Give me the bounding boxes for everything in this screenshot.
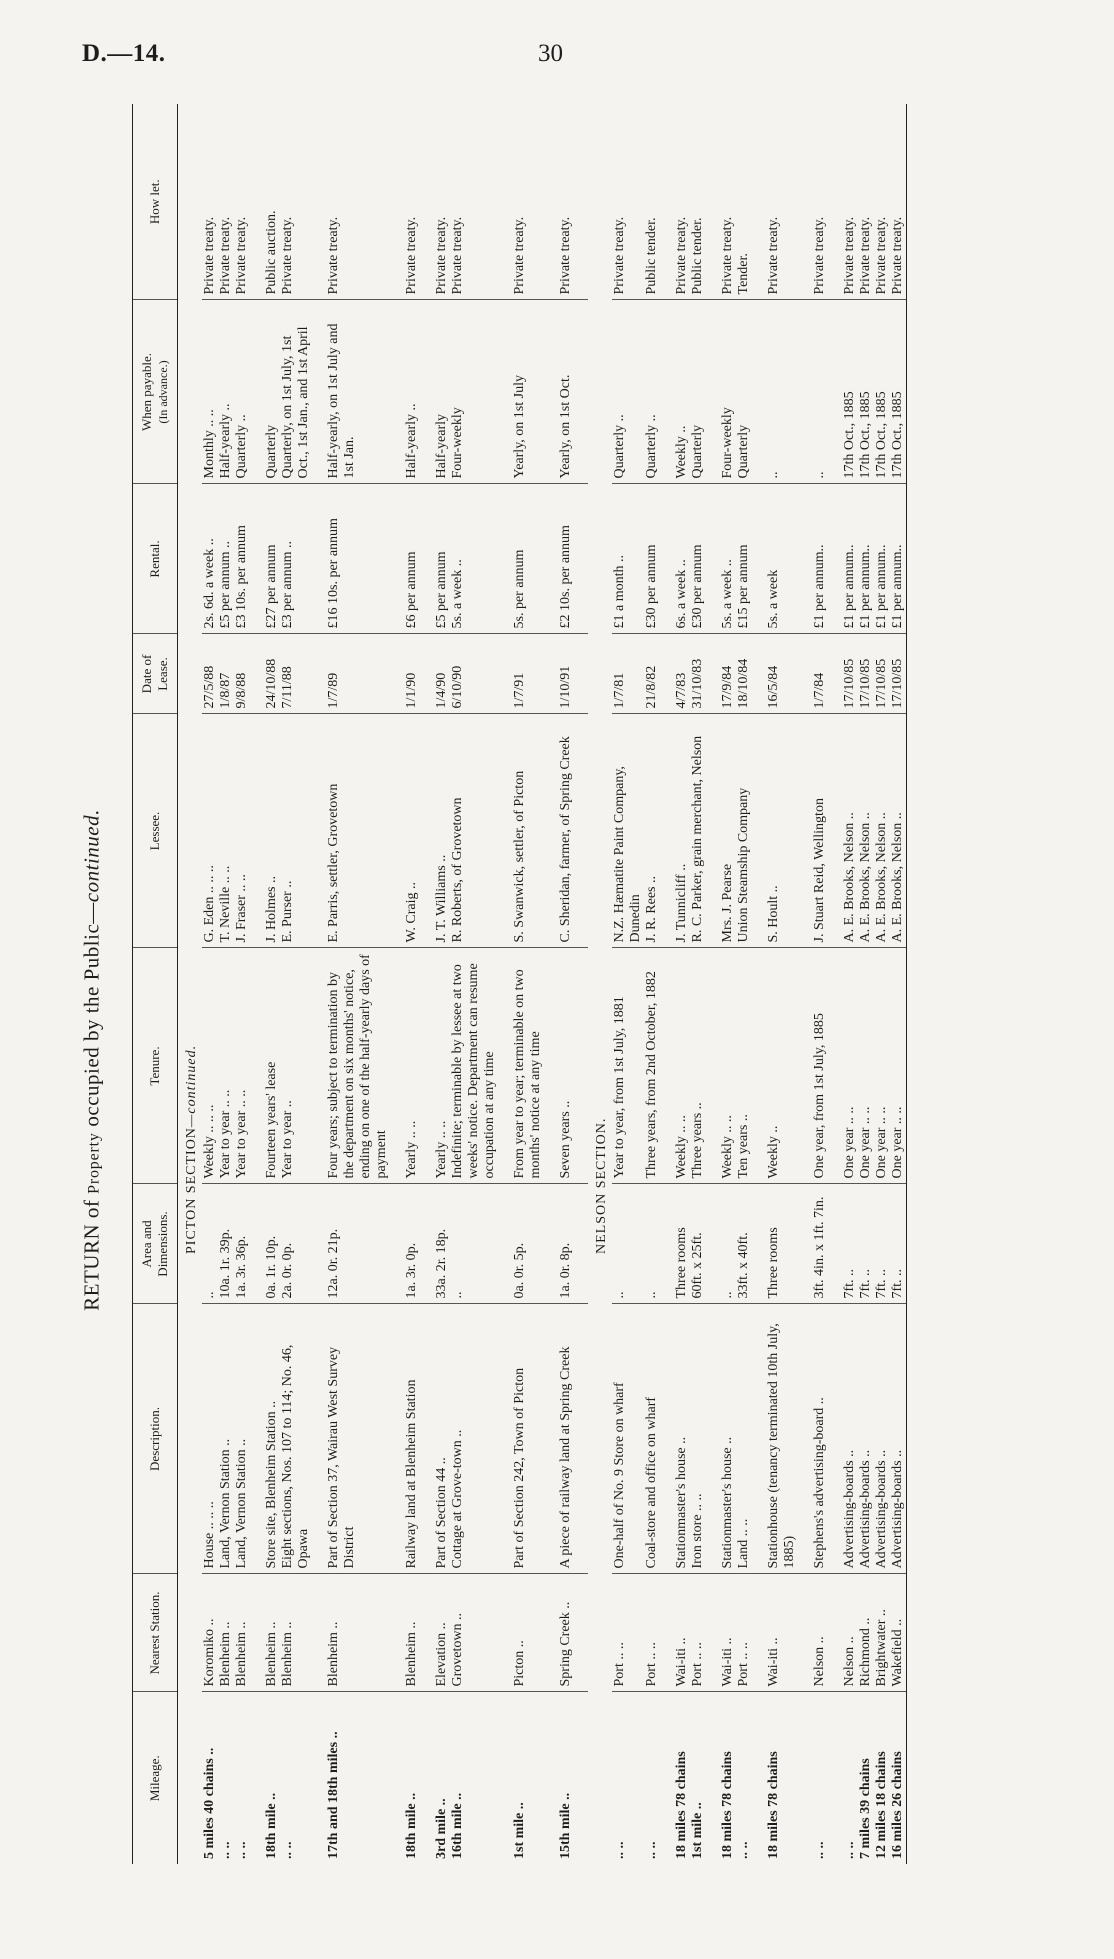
cell-description: Iron store .. .. (690, 1304, 720, 1574)
cell-tenure: One year .. .. (890, 948, 907, 1184)
cell-station: Nelson .. (842, 1574, 858, 1692)
cell-area: 1a. 0r. 8p. (558, 1184, 588, 1304)
table-row (890, 104, 907, 1864)
cell-mileage: 18th mile .. (404, 1792, 419, 1859)
cell-rental: £1 per annum.. (890, 484, 907, 634)
cell-date: 24/10/88 (264, 634, 280, 714)
cell-station: Spring Creek .. (558, 1574, 588, 1692)
cell-howlet: Public tender. (644, 104, 674, 300)
cell-payable: Half-yearly .. (404, 300, 434, 484)
cell-howlet: Tender. (736, 104, 766, 300)
cell-description: One-half of No. 9 Store on wharf (612, 1304, 644, 1574)
section-header-cell (588, 104, 612, 1864)
title-part: occupied by the Public— (79, 902, 104, 1133)
cell-lessee: J. Tunnicliff .. (674, 714, 690, 948)
cell-howlet: Private treaty. (612, 104, 644, 300)
cell-rental: 5s. a week (766, 484, 812, 634)
cell-tenure: Seven years .. (558, 948, 588, 1184)
cell-station: Blenheim .. (218, 1574, 234, 1692)
cell-station: Elevation .. (434, 1574, 450, 1692)
section-header-row (178, 104, 203, 1864)
table-row (736, 104, 766, 1864)
table-row (644, 104, 674, 1864)
cell-area: 0a. 0r. 5p. (512, 1184, 558, 1304)
cell-mileage: 15th mile .. (558, 1792, 573, 1859)
cell-station: Richmond .. (858, 1574, 874, 1692)
cell-description: Stationmaster's house .. (674, 1304, 690, 1574)
cell-description: Land, Vernon Station .. (218, 1304, 234, 1574)
cell-station: Blenheim .. (234, 1574, 264, 1692)
cell-area: 2a. 0r. 0p. (280, 1184, 326, 1304)
cell-lessee: A. E. Brooks, Nelson .. (890, 714, 907, 948)
header-area-label: Area and (139, 1220, 154, 1268)
cell-mileage: 18 miles 78 chains (720, 1751, 735, 1859)
rotated-table-wrapper (132, 104, 1062, 1864)
cell-howlet: Private treaty. (202, 104, 218, 300)
cell-mileage: 1st mile .. (512, 1802, 527, 1859)
cell-payable: Quarterly .. (612, 300, 644, 484)
cell-lessee: J. Fraser .. .. (234, 714, 264, 948)
cell-tenure: Weekly .. .. (720, 948, 736, 1184)
cell-payable: Quarterly (690, 300, 720, 484)
cell-rental: 5s. a week .. (450, 484, 512, 634)
section-title: PICTON SECTION—continued. (184, 1044, 199, 1254)
cell-area: 33ft. x 40ft. (736, 1184, 766, 1304)
cell-payable: Four-weekly (450, 300, 512, 484)
header-mileage: Mileage. (133, 1692, 178, 1864)
cell-tenure: Ten years .. (736, 948, 766, 1184)
cell-lessee: J. Stuart Reid, Wellington (812, 714, 842, 948)
cell-payable: Weekly .. (674, 300, 690, 484)
cell-area: .. (450, 1184, 512, 1304)
cell-howlet: Private treaty. (812, 104, 842, 300)
cell-station: Blenheim .. (404, 1574, 434, 1692)
header-rental: Rental. (133, 484, 178, 634)
table-row (450, 104, 512, 1864)
cell-mileage: 16th mile .. (450, 1792, 465, 1859)
cell-lessee: J. Holmes .. (264, 714, 280, 948)
header-date-label: Date of (139, 654, 154, 694)
header-payable-label: When payable. (139, 353, 154, 431)
cell-description: Land, Vernon Station .. (234, 1304, 264, 1574)
cell-description: Railway land at Blenheim Station (404, 1304, 434, 1574)
cell-rental: £6 per annum (404, 484, 434, 634)
cell-area: 12a. 0r. 21p. (326, 1184, 404, 1304)
cell-date: 16/5/84 (766, 634, 812, 714)
cell-howlet: Private treaty. (858, 104, 874, 300)
cell-station: Wai-iti .. (766, 1574, 812, 1692)
cell-howlet: Private treaty. (450, 104, 512, 300)
cell-lessee: A. E. Brooks, Nelson .. (874, 714, 890, 948)
cell-tenure: Yearly .. .. (434, 948, 450, 1184)
cell-station: Blenheim .. (280, 1574, 326, 1692)
cell-station: Koromiko .. (202, 1574, 218, 1692)
cell-lessee: A. E. Brooks, Nelson .. (842, 714, 858, 948)
cell-tenure: Four years; subject to termination by the department on six months' notice, ending on one of the half-yearly days of payment (326, 948, 404, 1184)
cell-description: Coal-store and office on wharf (644, 1304, 674, 1574)
cell-mileage: 3rd mile .. (434, 1798, 449, 1859)
cell-station: Port .. .. (644, 1574, 674, 1692)
table-row (812, 104, 842, 1864)
cell-howlet: Private treaty. (842, 104, 858, 300)
cell-rental: £1 per annum.. (874, 484, 890, 634)
table-row (234, 104, 264, 1864)
cell-date: 17/10/85 (842, 634, 858, 714)
cell-mileage: .. .. (218, 1841, 233, 1859)
cell-tenure: From year to year; terminable on two months' notice at any time (512, 948, 558, 1184)
cell-description: House .. .. .. (202, 1304, 218, 1574)
cell-date: 31/10/83 (690, 634, 720, 714)
cell-area: 7ft. .. (890, 1184, 907, 1304)
cell-mileage: 17th and 18th miles .. (326, 1731, 341, 1859)
cell-mileage: 18 miles 78 chains (674, 1751, 689, 1859)
table-row (558, 104, 588, 1864)
cell-description: Advertising-boards .. (842, 1304, 858, 1574)
cell-rental: £3 10s. per annum (234, 484, 264, 634)
cell-rental: 6s. a week .. (674, 484, 690, 634)
cell-payable: Four-weekly (720, 300, 736, 484)
table-body (178, 104, 907, 1864)
cell-area: 33a. 2r. 18p. (434, 1184, 450, 1304)
cell-tenure: Year to year .. .. (218, 948, 234, 1184)
header-date (133, 634, 178, 714)
cell-mileage: 18th mile .. (264, 1792, 279, 1859)
property-table (132, 104, 907, 1864)
cell-payable: .. (812, 300, 842, 484)
cell-howlet: Private treaty. (434, 104, 450, 300)
header-payable-sub: (In advance.) (156, 360, 170, 424)
cell-station: Grovetown .. (450, 1574, 512, 1692)
cell-description: A piece of railway land at Spring Creek (558, 1304, 588, 1574)
cell-date: 18/10/84 (736, 634, 766, 714)
cell-description: Part of Section 44 .. (434, 1304, 450, 1574)
cell-rental: 2s. 6d. a week .. (202, 484, 218, 634)
page-number: 30 (538, 40, 563, 67)
cell-howlet: Private treaty. (874, 104, 890, 300)
table-row (434, 104, 450, 1864)
cell-lessee: J. T. Williams .. (434, 714, 450, 948)
header-date-sub: Lease. (155, 657, 170, 691)
header-station: Nearest Station. (133, 1574, 178, 1692)
section-header-cell (178, 104, 203, 1864)
cell-area: 3ft. 4in. x 1ft. 7in. (812, 1184, 842, 1304)
cell-rental: £5 per annum (434, 484, 450, 634)
cell-payable: 17th Oct., 1885 (890, 300, 907, 484)
section-title: NELSON SECTION. (594, 1117, 609, 1254)
cell-mileage: .. .. (842, 1841, 857, 1859)
cell-area: 1a. 3r. 36p. (234, 1184, 264, 1304)
cell-area: 7ft. .. (874, 1184, 890, 1304)
cell-description: Land .. .. (736, 1304, 766, 1574)
cell-lessee: E. Parris, settler, Grovetown (326, 714, 404, 948)
cell-mileage: .. .. (612, 1841, 627, 1859)
cell-date: 1/7/81 (612, 634, 644, 714)
table-header-row (133, 104, 178, 1864)
document-code: D.—14. (82, 40, 166, 67)
table-row (280, 104, 326, 1864)
cell-payable: .. (766, 300, 812, 484)
header-tenure: Tenure. (133, 948, 178, 1184)
cell-description: Part of Section 37, Wairau West Survey District (326, 1304, 404, 1574)
cell-tenure: Year to year .. .. (234, 948, 264, 1184)
cell-description: Stephens's advertising-board .. (812, 1304, 842, 1574)
cell-payable: Quarterly, on 1st July, 1st Oct., 1st Jan., and 1st April (280, 300, 326, 484)
cell-date: 17/10/85 (874, 634, 890, 714)
cell-mileage: .. .. (280, 1841, 295, 1859)
cell-payable: Half-yearly, on 1st July and 1st Jan. (326, 300, 404, 484)
cell-area: 7ft. .. (858, 1184, 874, 1304)
table-row (512, 104, 558, 1864)
cell-mileage: .. .. (736, 1841, 751, 1859)
cell-area: 10a. 1r. 39p. (218, 1184, 234, 1304)
cell-date: 1/8/87 (218, 634, 234, 714)
cell-mileage: 5 miles 40 chains .. (202, 1747, 217, 1859)
header-description: Description. (133, 1304, 178, 1574)
cell-area: .. (612, 1184, 644, 1304)
cell-date: 1/10/91 (558, 634, 588, 714)
cell-area: Three rooms (674, 1184, 690, 1304)
header-area (133, 1184, 178, 1304)
cell-description: Stationhouse (tenancy terminated 10th July, 1885) (766, 1304, 812, 1574)
cell-rental: £1 a month .. (612, 484, 644, 634)
cell-rental: £3 per annum .. (280, 484, 326, 634)
cell-lessee: C. Sheridan, farmer, of Spring Creek (558, 714, 588, 948)
cell-tenure: Year to year, from 1st July, 1881 (612, 948, 644, 1184)
cell-mileage: 12 miles 18 chains (874, 1751, 889, 1859)
cell-tenure: Year to year .. (280, 948, 326, 1184)
cell-payable: Yearly, on 1st Oct. (558, 300, 588, 484)
cell-date: 9/8/88 (234, 634, 264, 714)
cell-station: Wai-iti .. (674, 1574, 690, 1692)
cell-lessee: J. R. Rees .. (644, 714, 674, 948)
cell-rental: £27 per annum (264, 484, 280, 634)
cell-howlet: Private treaty. (280, 104, 326, 300)
cell-description: Advertising-boards .. (890, 1304, 907, 1574)
cell-lessee: Mrs. J. Pearse (720, 714, 736, 948)
cell-lessee: A. E. Brooks, Nelson .. (858, 714, 874, 948)
cell-tenure: Fourteen years' lease (264, 948, 280, 1184)
cell-tenure: Weekly .. .. (674, 948, 690, 1184)
header-lessee: Lessee. (133, 714, 178, 948)
header-howlet: How let. (133, 104, 178, 300)
section-continued: —continued. (184, 1044, 199, 1128)
cell-howlet: Private treaty. (890, 104, 907, 300)
cell-howlet: Private treaty. (326, 104, 404, 300)
cell-tenure: Weekly .. .. .. (202, 948, 218, 1184)
cell-tenure: One year .. .. (858, 948, 874, 1184)
cell-lessee: S. Swanwick, settler, of Picton (512, 714, 558, 948)
table-row (218, 104, 234, 1864)
table-row (612, 104, 644, 1864)
cell-rental: 5s. a week .. (720, 484, 736, 634)
cell-payable: Quarterly .. (644, 300, 674, 484)
cell-rental: £1 per annum.. (858, 484, 874, 634)
page-title (80, 809, 105, 1311)
cell-station: Port .. .. (690, 1574, 720, 1692)
cell-mileage: 1st mile .. (690, 1802, 705, 1859)
cell-payable: Monthly .. .. (202, 300, 218, 484)
cell-howlet: Private treaty. (404, 104, 434, 300)
header-payable (133, 300, 178, 484)
table-row (858, 104, 874, 1864)
table-row (674, 104, 690, 1864)
cell-date: 1/4/90 (434, 634, 450, 714)
table-row (874, 104, 890, 1864)
cell-payable: Quarterly (736, 300, 766, 484)
cell-area: .. (720, 1184, 736, 1304)
cell-station: Blenheim .. (264, 1574, 280, 1692)
cell-howlet: Private treaty. (512, 104, 558, 300)
cell-area: 1a. 3r. 0p. (404, 1184, 434, 1304)
cell-lessee: W. Craig .. (404, 714, 434, 948)
cell-payable: Quarterly .. (234, 300, 264, 484)
table-row (326, 104, 404, 1864)
cell-rental: £30 per annum (690, 484, 720, 634)
cell-tenure: One year .. .. (874, 948, 890, 1184)
cell-station: Port .. .. (612, 1574, 644, 1692)
cell-lessee: N.Z. Hæmatite Paint Company, Dunedin (612, 714, 644, 948)
cell-rental: 5s. per annum (512, 484, 558, 634)
cell-tenure: One year, from 1st July, 1885 (812, 948, 842, 1184)
cell-description: Eight sections, Nos. 107 to 114; No. 46, Opawa (280, 1304, 326, 1574)
cell-date: 4/7/83 (674, 634, 690, 714)
cell-howlet: Private treaty. (234, 104, 264, 300)
cell-tenure: Indefinite; terminable by lessee at two weeks' notice. Department can resume occupation at any time (450, 948, 512, 1184)
cell-area: .. (644, 1184, 674, 1304)
table-row (720, 104, 736, 1864)
table-row (842, 104, 858, 1864)
cell-date: 7/11/88 (280, 634, 326, 714)
cell-area: 7ft. .. (842, 1184, 858, 1304)
cell-description: Stationmaster's house .. (720, 1304, 736, 1574)
cell-payable: 17th Oct., 1885 (874, 300, 890, 484)
cell-area: .. (202, 1184, 218, 1304)
title-part: continued. (79, 809, 104, 903)
cell-description: Cottage at Grove-town .. (450, 1304, 512, 1574)
cell-howlet: Private treaty. (218, 104, 234, 300)
cell-date: 17/9/84 (720, 634, 736, 714)
cell-date: 17/10/85 (890, 634, 907, 714)
cell-station: Wakefield .. (890, 1574, 907, 1692)
section-header-row (588, 104, 612, 1864)
cell-howlet: Private treaty. (558, 104, 588, 300)
cell-station: Port .. .. (736, 1574, 766, 1692)
cell-howlet: Private treaty. (720, 104, 736, 300)
cell-howlet: Private treaty. (766, 104, 812, 300)
cell-tenure: One year .. .. (842, 948, 858, 1184)
cell-lessee: S. Hoult .. (766, 714, 812, 948)
cell-area: Three rooms (766, 1184, 812, 1304)
cell-description: Advertising-boards .. (874, 1304, 890, 1574)
cell-lessee: T. Neville .. .. (218, 714, 234, 948)
cell-date: 17/10/85 (858, 634, 874, 714)
cell-payable: Yearly, on 1st July (512, 300, 558, 484)
cell-date: 6/10/90 (450, 634, 512, 714)
cell-lessee: G. Eden .. .. .. (202, 714, 218, 948)
cell-station: Wai-iti .. (720, 1574, 736, 1692)
cell-mileage: 18 miles 78 chains (766, 1751, 781, 1859)
cell-station: Nelson .. (812, 1574, 842, 1692)
cell-station: Picton .. (512, 1574, 558, 1692)
title-part: Property (85, 1132, 103, 1194)
cell-tenure: Weekly .. (766, 948, 812, 1184)
cell-lessee: R. Roberts, of Grovetown (450, 714, 512, 948)
cell-station: Blenheim .. (326, 1574, 404, 1692)
cell-payable: Half-yearly (434, 300, 450, 484)
table-row (264, 104, 280, 1864)
cell-rental: £5 per annum .. (218, 484, 234, 634)
table-row (766, 104, 812, 1864)
cell-rental: £2 10s. per annum (558, 484, 588, 634)
cell-lessee: Union Steamship Company (736, 714, 766, 948)
cell-date: 1/7/84 (812, 634, 842, 714)
cell-rental: £1 per annum.. (812, 484, 842, 634)
cell-date: 1/7/89 (326, 634, 404, 714)
table-row (690, 104, 720, 1864)
title-part: RETURN of (79, 1193, 104, 1311)
table-row (404, 104, 434, 1864)
cell-howlet: Public auction. (264, 104, 280, 300)
cell-date: 1/7/91 (512, 634, 558, 714)
cell-description: Part of Section 242, Town of Picton (512, 1304, 558, 1574)
cell-mileage: 16 miles 26 chains (890, 1692, 907, 1864)
cell-mileage: 7 miles 39 chains (858, 1758, 873, 1859)
cell-area: 0a. 1r. 10p. (264, 1184, 280, 1304)
cell-howlet: Private treaty. (674, 104, 690, 300)
cell-area: 60ft. x 25ft. (690, 1184, 720, 1304)
cell-station: Brightwater .. (874, 1574, 890, 1692)
cell-rental: £30 per annum (644, 484, 674, 634)
cell-lessee: R. C. Parker, grain merchant, Nelson (690, 714, 720, 948)
cell-date: 1/1/90 (404, 634, 434, 714)
cell-tenure: Three years, from 2nd October, 1882 (644, 948, 674, 1184)
cell-date: 21/8/82 (644, 634, 674, 714)
cell-mileage: .. .. (644, 1841, 659, 1859)
cell-tenure: Yearly .. .. (404, 948, 434, 1184)
cell-payable: 17th Oct., 1885 (858, 300, 874, 484)
cell-lessee: E. Purser .. (280, 714, 326, 948)
cell-payable: Quarterly (264, 300, 280, 484)
cell-payable: Half-yearly .. (218, 300, 234, 484)
cell-rental: £15 per annum (736, 484, 766, 634)
cell-payable: 17th Oct., 1885 (842, 300, 858, 484)
table-row (202, 104, 218, 1864)
cell-howlet: Public tender. (690, 104, 720, 300)
cell-mileage: .. .. (234, 1841, 249, 1859)
cell-rental: £1 per annum.. (842, 484, 858, 634)
cell-rental: £16 10s. per annum (326, 484, 404, 634)
cell-description: Store site, Blenheim Station .. (264, 1304, 280, 1574)
header-area-sub: Dimensions. (155, 1211, 170, 1277)
cell-mileage: .. .. (812, 1841, 827, 1859)
cell-date: 27/5/88 (202, 634, 218, 714)
cell-description: Advertising-boards .. (858, 1304, 874, 1574)
cell-tenure: Three years .. (690, 948, 720, 1184)
